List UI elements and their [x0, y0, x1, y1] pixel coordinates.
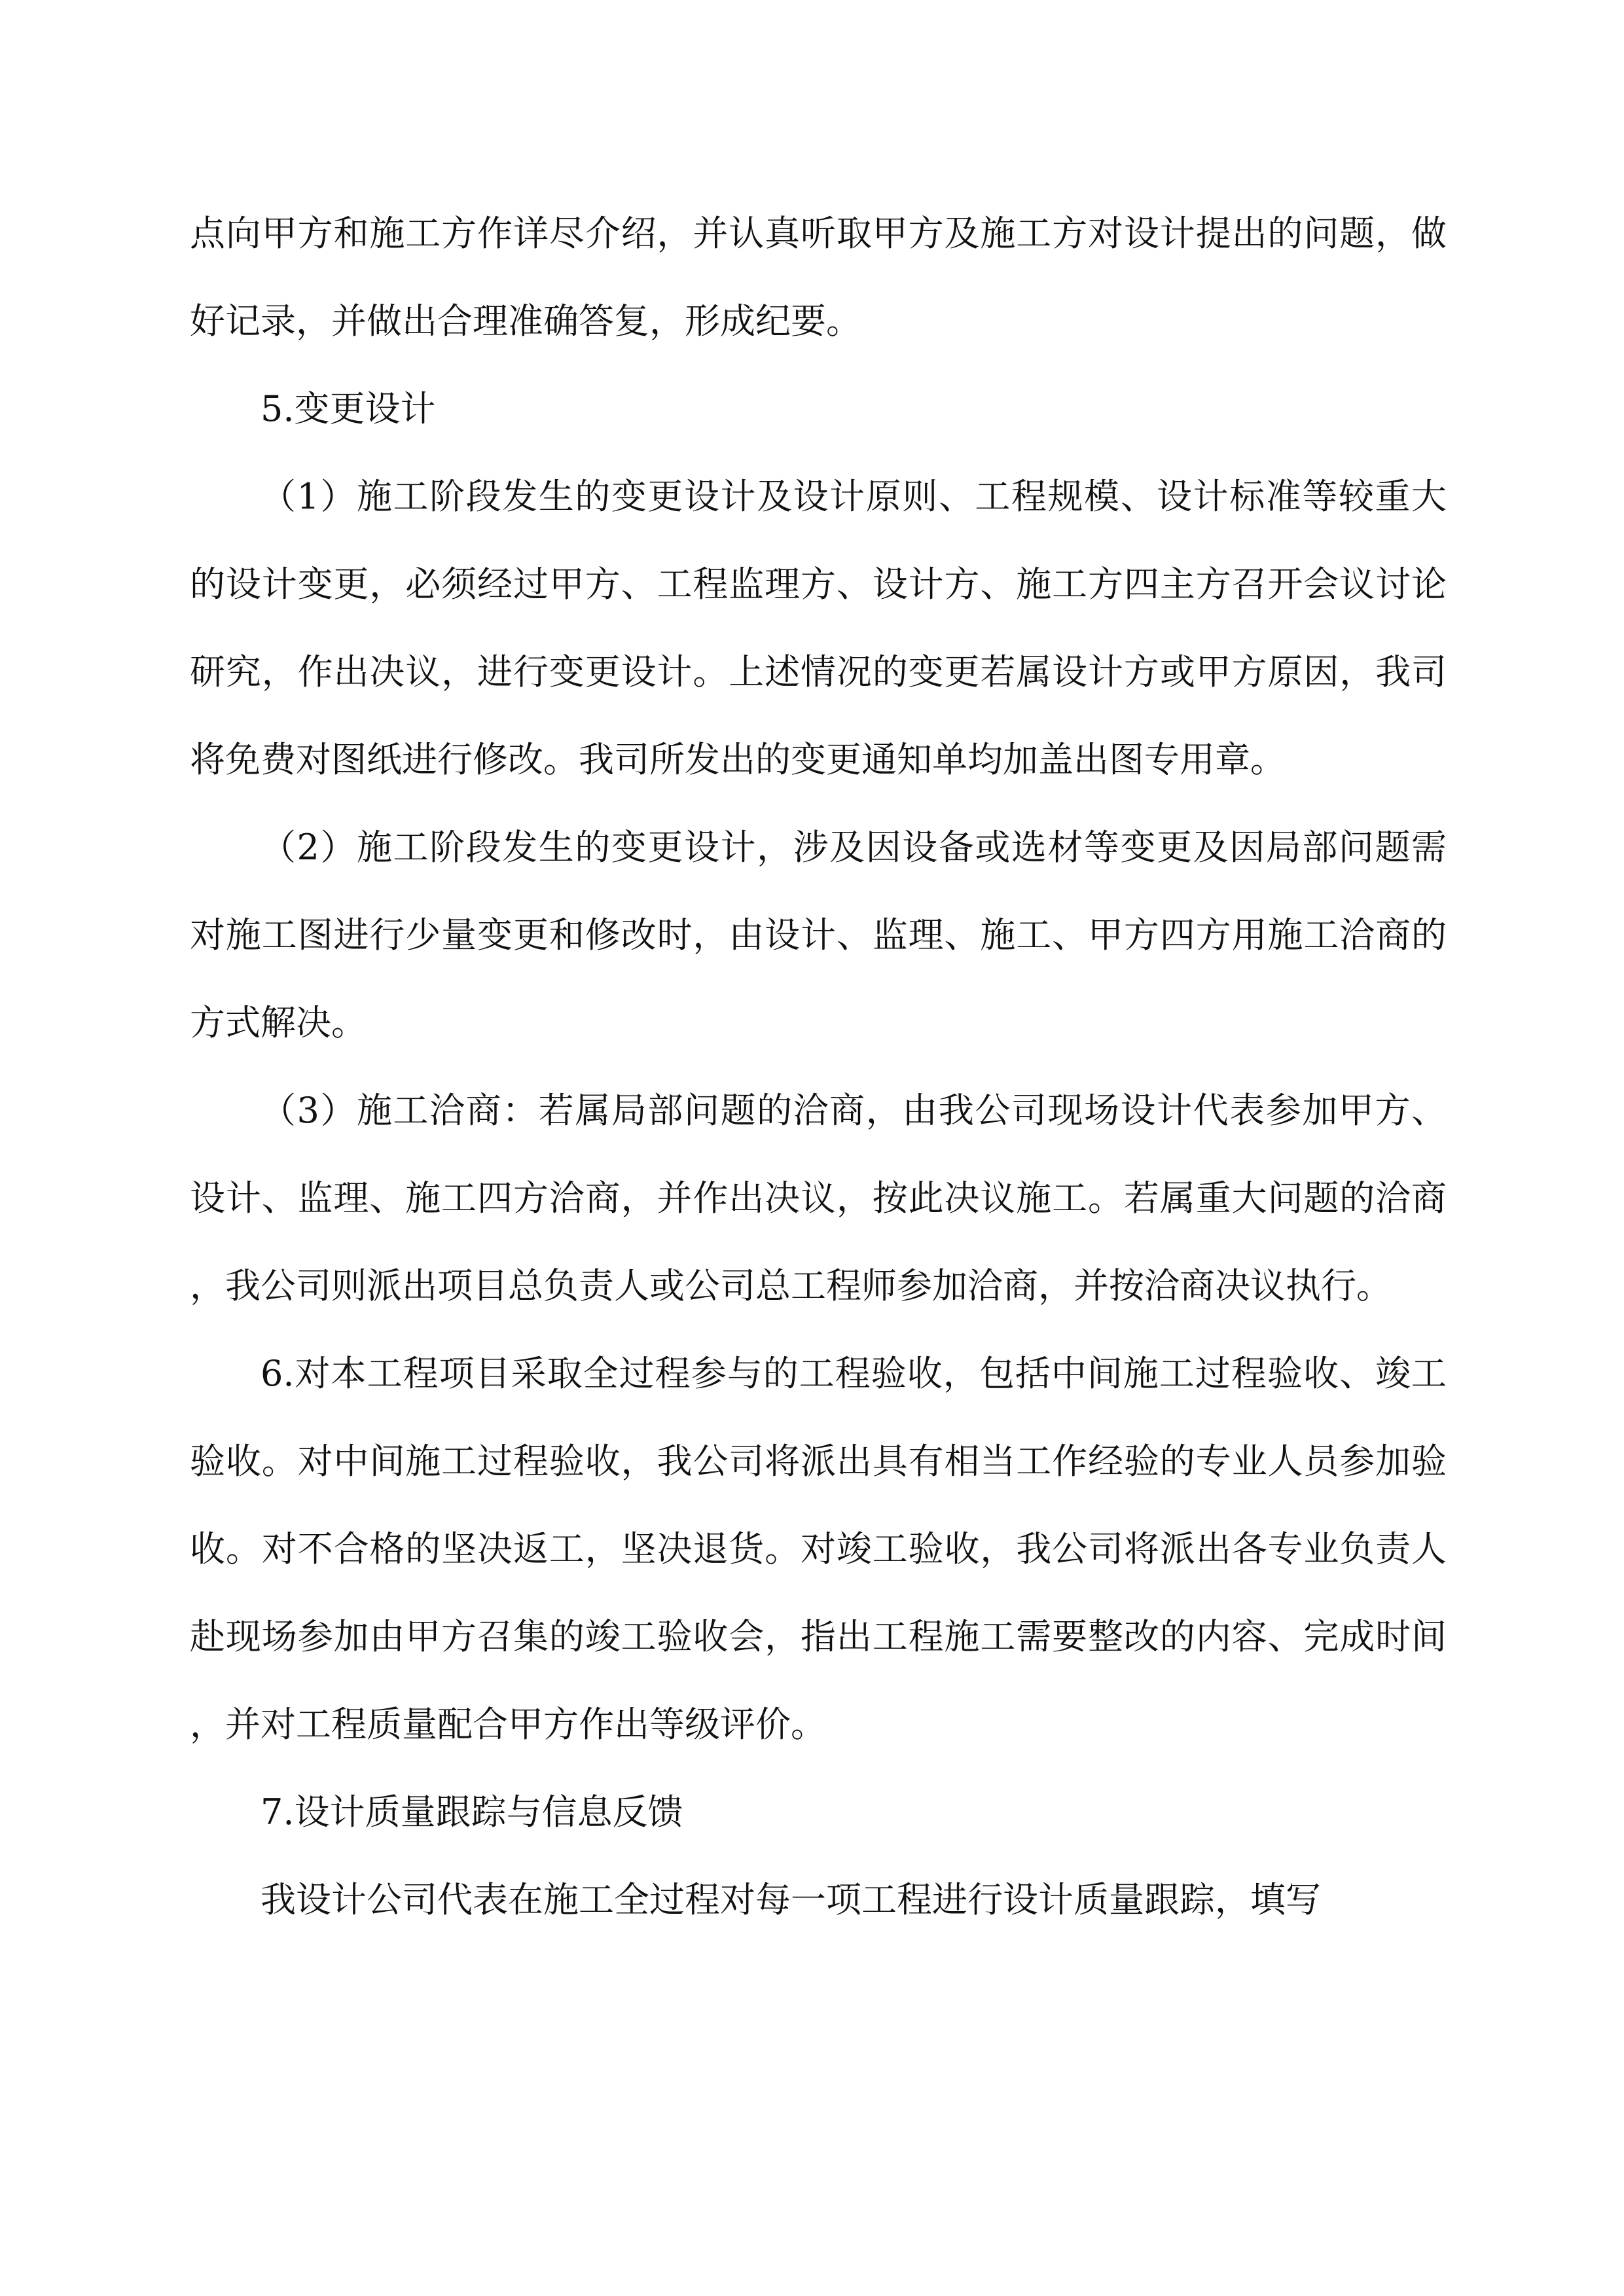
document-body [190, 190, 1447, 1944]
paragraph-tracking: 我设计公司代表在施工全过程对每一项工程进行设计质量跟踪，填写 [261, 1879, 1321, 1920]
paragraph-continuation: 点向甲方和施工方作详尽介绍，并认真听取甲方及施工方对设计提出的问题，做好记录，并做出合理准确答复，形成纪要。 [190, 213, 1447, 342]
section-heading-quality-tracking: 7.设计质量跟踪与信息反馈 [261, 1791, 683, 1833]
paragraph-item-2: （2）施工阶段发生的变更设计，涉及因设备或选材等变更及因局部问题需对施工图进行少量变更和修改时，由设计、监理、施工、甲方四方用施工洽商的方式解决。 [190, 827, 1447, 1043]
section-heading-change-design: 5.变更设计 [261, 388, 436, 429]
paragraph-item-1: （1）施工阶段发生的变更设计及设计原则、工程规模、设计标准等较重大的设计变更，必须经过甲方、工程监理方、设计方、施工方四主方召开会议讨论研究，作出决议，进行变更设计。上述情况的变更若属设计方或甲方原因，我司将免费对图纸进行修改。我司所发出的变更通知单均加盖出图专用章。 [190, 476, 1447, 780]
paragraph-item-3: （3）施工洽商：若属局部问题的洽商，由我公司现场设计代表参加甲方、设计、监理、施工四方洽商，并作出决议，按此决议施工。若属重大问题的洽商，我公司则派出项目总负责人或公司总工程师参加洽商，并按洽商决议执行。 [190, 1090, 1447, 1306]
paragraph-section-6: 6.对本工程项目采取全过程参与的工程验收，包括中间施工过程验收、竣工验收。对中间施工过程验收，我公司将派出具有相当工作经验的专业人员参加验收。对不合格的坚决返工，坚决退货。对竣工验收，我公司将派出各专业负责人赴现场参加由甲方召集的竣工验收会，指出工程施工需要整改的内容、完成时间，并对工程质量配合甲方作出等级评价。 [190, 1353, 1447, 1745]
